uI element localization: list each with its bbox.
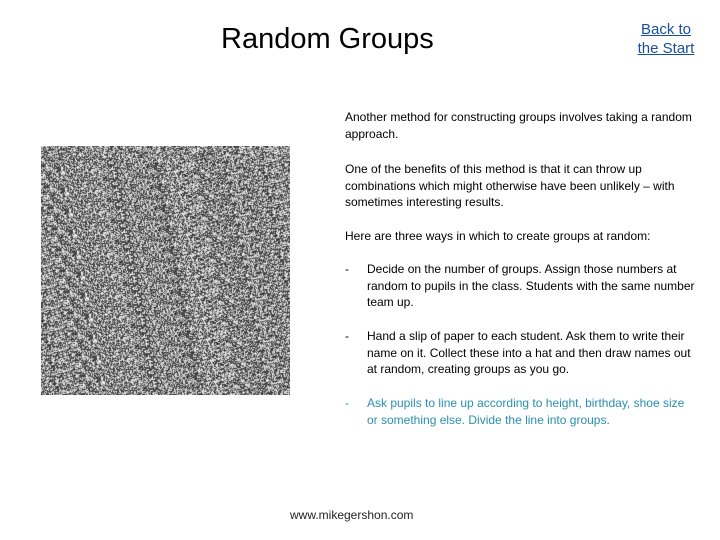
random-noise-image (41, 146, 290, 395)
benefits-paragraph: One of the benefits of this method is that it can throw up combinations which might otherwise have been unlikely – with sometimes interesting results. (345, 162, 675, 209)
list-item-text: Decide on the number of groups. Assign those numbers at random to pupils in the class. Students with the same number team up. (367, 262, 695, 309)
list-item-text: Hand a slip of paper to each student. Ask them to write their name on it. Collect these into a hat and then draw names out at random, creating groups as you go. (367, 329, 691, 376)
list-item-text: Ask pupils to line up according to height, birthday, shoe size or something else. Divide the line into groups. (367, 396, 685, 427)
footer-website: www.mikegershon.com (290, 508, 414, 522)
back-link-line-2[interactable]: the Start (637, 40, 695, 57)
list-marker: - (345, 262, 349, 276)
list-marker: - (345, 329, 349, 343)
list-marker: - (345, 396, 349, 410)
page-title: Random Groups (221, 23, 434, 55)
back-link-line-1[interactable]: Back to (640, 21, 692, 38)
intro-paragraph: Another method for constructing groups involves taking a random approach. (345, 110, 692, 141)
back-to-start-link[interactable] (628, 20, 704, 58)
ways-intro-paragraph: Here are three ways in which to create groups at random: (345, 229, 651, 243)
